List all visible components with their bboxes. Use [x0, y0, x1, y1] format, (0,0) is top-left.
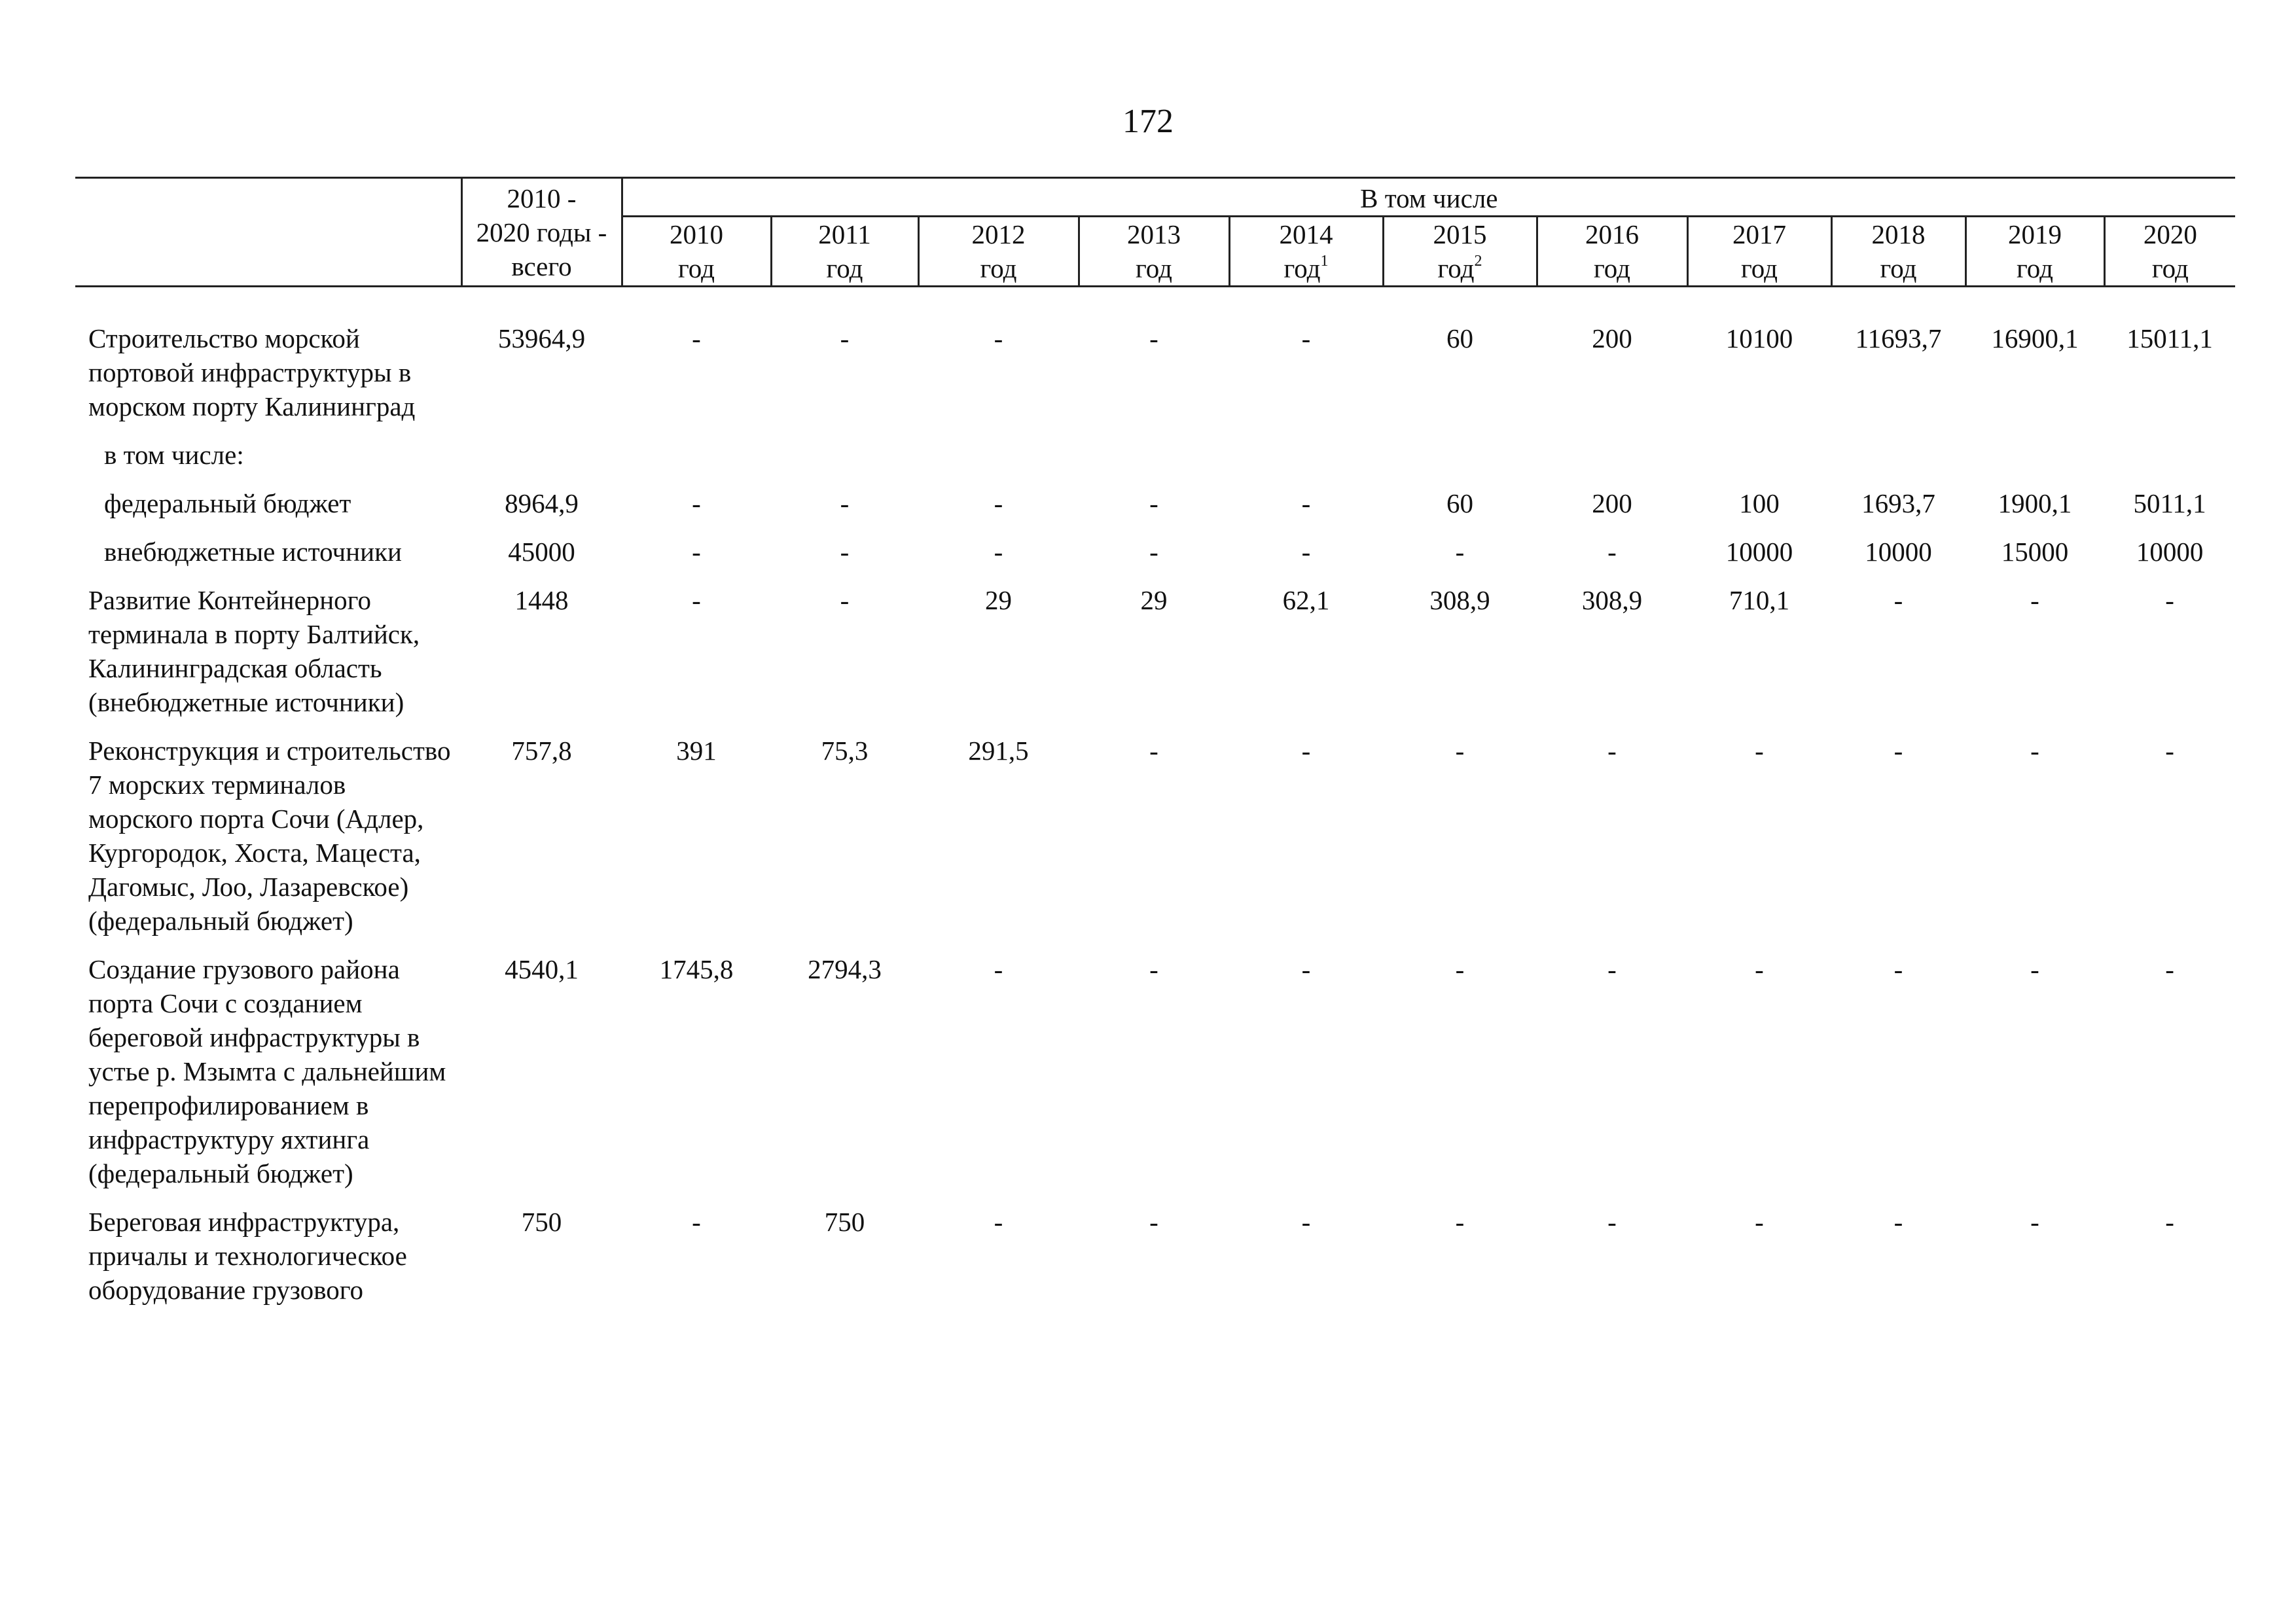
row-value-2020: - — [2165, 585, 2174, 615]
row-label: Береговая инфраструктура, причалы и технологическое оборудование грузового — [88, 1207, 407, 1305]
header-empty-cell — [75, 178, 461, 287]
row-value-2014: - — [1301, 1207, 1311, 1237]
row-value-2020: - — [2165, 1207, 2174, 1237]
row-value-2019: - — [2030, 585, 2039, 615]
header-year-number: 2017 — [1732, 219, 1786, 249]
header-year-2014 — [1229, 217, 1383, 287]
row-value-2018: - — [1893, 585, 1903, 615]
row-total — [461, 438, 622, 486]
header-year-unit: год$^2$ — [1437, 253, 1482, 283]
row-value-2016: 200 — [1592, 488, 1632, 518]
header-group-label: В том числе — [622, 178, 2235, 217]
row-value-2017: 710,1 — [1729, 585, 1790, 615]
row-value-2013 — [1079, 438, 1229, 486]
table-row — [75, 486, 2235, 535]
row-value-2010: - — [692, 537, 701, 567]
row-label: в том числе: — [104, 440, 244, 470]
row-value-2016: 200 — [1592, 323, 1632, 353]
row-value-2012: - — [994, 323, 1003, 353]
row-value-2014 — [1229, 438, 1383, 486]
row-value-2017: - — [1755, 736, 1764, 766]
row-value-2015: - — [1455, 1207, 1465, 1237]
header-year-unit: год — [1136, 253, 1172, 283]
row-value-2018: - — [1893, 1207, 1903, 1237]
row-value-2015: - — [1455, 537, 1465, 567]
header-year-number: 2016 — [1585, 219, 1639, 249]
row-value-2014: - — [1301, 736, 1311, 766]
row-value-2017: 10000 — [1725, 537, 1793, 567]
header-year-unit: год — [1880, 253, 1917, 283]
row-value-2014: - — [1301, 323, 1311, 353]
table-row — [75, 734, 2235, 952]
row-value-2012: - — [994, 488, 1003, 518]
row-value-2010: 1745,8 — [659, 954, 734, 984]
row-value-2017: 10100 — [1725, 323, 1793, 353]
row-value-2015: 60 — [1446, 488, 1473, 518]
header-year-number: 2014 — [1279, 219, 1333, 249]
header-year-unit: год — [1594, 253, 1630, 283]
header-total-line-2: 2020 годы - — [476, 217, 607, 247]
header-year-2016 — [1537, 217, 1687, 287]
row-value-2019: - — [2030, 954, 2039, 984]
row-value-2010: - — [692, 488, 701, 518]
row-value-2019: - — [2030, 736, 2039, 766]
row-value-2018: 1693,7 — [1861, 488, 1935, 518]
header-total-line-3: всего — [511, 251, 572, 281]
header-year-unit: год — [2017, 253, 2053, 283]
row-value-2012 — [918, 438, 1079, 486]
header-year-2010 — [622, 217, 771, 287]
header-year-2012 — [918, 217, 1079, 287]
row-value-2018 — [1831, 438, 1965, 486]
header-year-unit: год — [826, 253, 863, 283]
header-year-number: 2013 — [1127, 219, 1181, 249]
row-value-2015: - — [1455, 736, 1465, 766]
row-value-2013: - — [1149, 736, 1158, 766]
header-year-2018 — [1831, 217, 1965, 287]
row-value-2019: 15000 — [2001, 537, 2069, 567]
header-year-2019 — [1965, 217, 2104, 287]
header-row-group — [75, 178, 2235, 217]
row-value-2010: - — [692, 1207, 701, 1237]
row-value-2015: - — [1455, 954, 1465, 984]
row-value-2010: - — [692, 323, 701, 353]
row-value-2020: - — [2165, 954, 2174, 984]
header-year-number: 2020 — [2143, 219, 2197, 249]
row-value-2012: - — [994, 1207, 1003, 1237]
row-value-2014: 62,1 — [1282, 585, 1330, 615]
header-year-number: 2019 — [2008, 219, 2062, 249]
header-year-unit: год — [2151, 253, 2189, 283]
budget-table — [75, 177, 2235, 1321]
row-total: 4540,1 — [505, 954, 579, 984]
row-value-2012: 291,5 — [968, 736, 1029, 766]
header-total-cell — [461, 178, 622, 287]
header-year-2015 — [1383, 217, 1537, 287]
row-value-2018: - — [1893, 736, 1903, 766]
row-value-2018: 11693,7 — [1855, 323, 1942, 353]
row-total: 1448 — [514, 585, 569, 615]
row-label: Развитие Контейнерного терминала в порту Балтийск, Калининградская область (внебюджетные источники) — [88, 585, 420, 717]
row-value-2017: - — [1755, 1207, 1764, 1237]
row-value-2011 — [771, 438, 918, 486]
header-year-unit: год$^1$ — [1283, 253, 1329, 283]
row-total: 750 — [521, 1207, 562, 1237]
row-value-2010 — [622, 438, 771, 486]
row-value-2016: - — [1607, 736, 1617, 766]
row-value-2013: - — [1149, 323, 1158, 353]
row-value-2017 — [1687, 438, 1831, 486]
row-value-2020 — [2104, 438, 2235, 486]
header-year-number: 2011 — [818, 219, 871, 249]
footnote-marker: 1 — [1320, 253, 1329, 270]
row-value-2013: - — [1149, 954, 1158, 984]
row-label: федеральный бюджет — [104, 488, 351, 518]
row-value-2013: 29 — [1140, 585, 1168, 615]
table-row — [75, 535, 2235, 583]
row-value-2019: 16900,1 — [1991, 323, 2079, 353]
footnote-marker: 2 — [1474, 253, 1482, 270]
row-value-2011: - — [840, 323, 850, 353]
header-year-2017 — [1687, 217, 1831, 287]
row-value-2012: - — [994, 537, 1003, 567]
row-value-2013: - — [1149, 537, 1158, 567]
row-value-2019: 1900,1 — [1998, 488, 2072, 518]
page-number: 172 — [1122, 103, 1174, 140]
row-value-2019 — [1965, 438, 2104, 486]
row-value-2020: 5011,1 — [2133, 488, 2206, 518]
header-spacer — [75, 287, 2235, 322]
row-value-2016: 308,9 — [1581, 585, 1643, 615]
row-value-2020: 15011,1 — [2126, 323, 2213, 353]
row-value-2017: - — [1755, 954, 1764, 984]
header-year-2020 — [2104, 217, 2235, 287]
row-label: Строительство морской портовой инфраструктуры в морском порту Калининград — [88, 323, 416, 421]
table-row — [75, 438, 2235, 486]
row-value-2012: 29 — [985, 585, 1012, 615]
row-value-2011: 750 — [824, 1207, 865, 1237]
header-year-unit: год — [678, 253, 715, 283]
row-value-2017: 100 — [1739, 488, 1780, 518]
row-value-2014: - — [1301, 488, 1311, 518]
header-year-number: 2018 — [1871, 219, 1926, 249]
row-value-2016: - — [1607, 537, 1617, 567]
row-value-2014: - — [1301, 954, 1311, 984]
row-value-2015: 308,9 — [1429, 585, 1490, 615]
table-row — [75, 1205, 2235, 1321]
row-value-2011: 75,3 — [821, 736, 869, 766]
row-value-2014: - — [1301, 537, 1311, 567]
row-value-2012: - — [994, 954, 1003, 984]
header-year-number: 2015 — [1433, 219, 1487, 249]
header-year-2013 — [1079, 217, 1229, 287]
table-row — [75, 583, 2235, 734]
row-value-2011: - — [840, 585, 850, 615]
row-value-2015: 60 — [1446, 323, 1473, 353]
row-label: внебюджетные источники — [104, 537, 402, 567]
row-total: 45000 — [508, 537, 575, 567]
row-total: 8964,9 — [505, 488, 579, 518]
row-value-2018: - — [1893, 954, 1903, 984]
row-value-2011: - — [840, 488, 850, 518]
row-value-2013: - — [1149, 1207, 1158, 1237]
header-year-number: 2010 — [670, 219, 723, 249]
row-value-2020: 10000 — [2136, 537, 2204, 567]
header-year-2011 — [771, 217, 918, 287]
row-value-2013: - — [1149, 488, 1158, 518]
row-value-2016: - — [1607, 954, 1617, 984]
header-year-unit: год — [980, 253, 1017, 283]
table-row — [75, 952, 2235, 1205]
row-value-2011: 2794,3 — [808, 954, 882, 984]
row-value-2010: - — [692, 585, 701, 615]
row-total: 53964,9 — [497, 323, 586, 353]
row-value-2019: - — [2030, 1207, 2039, 1237]
row-total: 757,8 — [511, 736, 572, 766]
header-total-line-1: 2010 - — [507, 183, 577, 213]
row-value-2018: 10000 — [1865, 537, 1932, 567]
row-value-2015 — [1383, 438, 1537, 486]
row-value-2016: - — [1607, 1207, 1617, 1237]
row-value-2016 — [1537, 438, 1687, 486]
row-value-2020: - — [2165, 736, 2174, 766]
row-label: Создание грузового района порта Сочи с созданием береговой инфраструктуры в устье р. Мзымта с дальнейшим перепрофилированием в инфраструктуру яхтинга (федеральный бюджет) — [88, 954, 446, 1188]
row-value-2010: 391 — [676, 736, 717, 766]
header-year-number: 2012 — [971, 219, 1026, 249]
row-label: Реконструкция и строительство 7 морских терминалов морского порта Сочи (Адлер, Кургородок, Хоста, Мацеста, Дагомыс, Лоо, Лазаревское) (федеральный бюджет) — [88, 736, 451, 936]
header-year-unit: год — [1741, 253, 1778, 283]
table-row — [75, 321, 2235, 438]
row-value-2011: - — [840, 537, 850, 567]
